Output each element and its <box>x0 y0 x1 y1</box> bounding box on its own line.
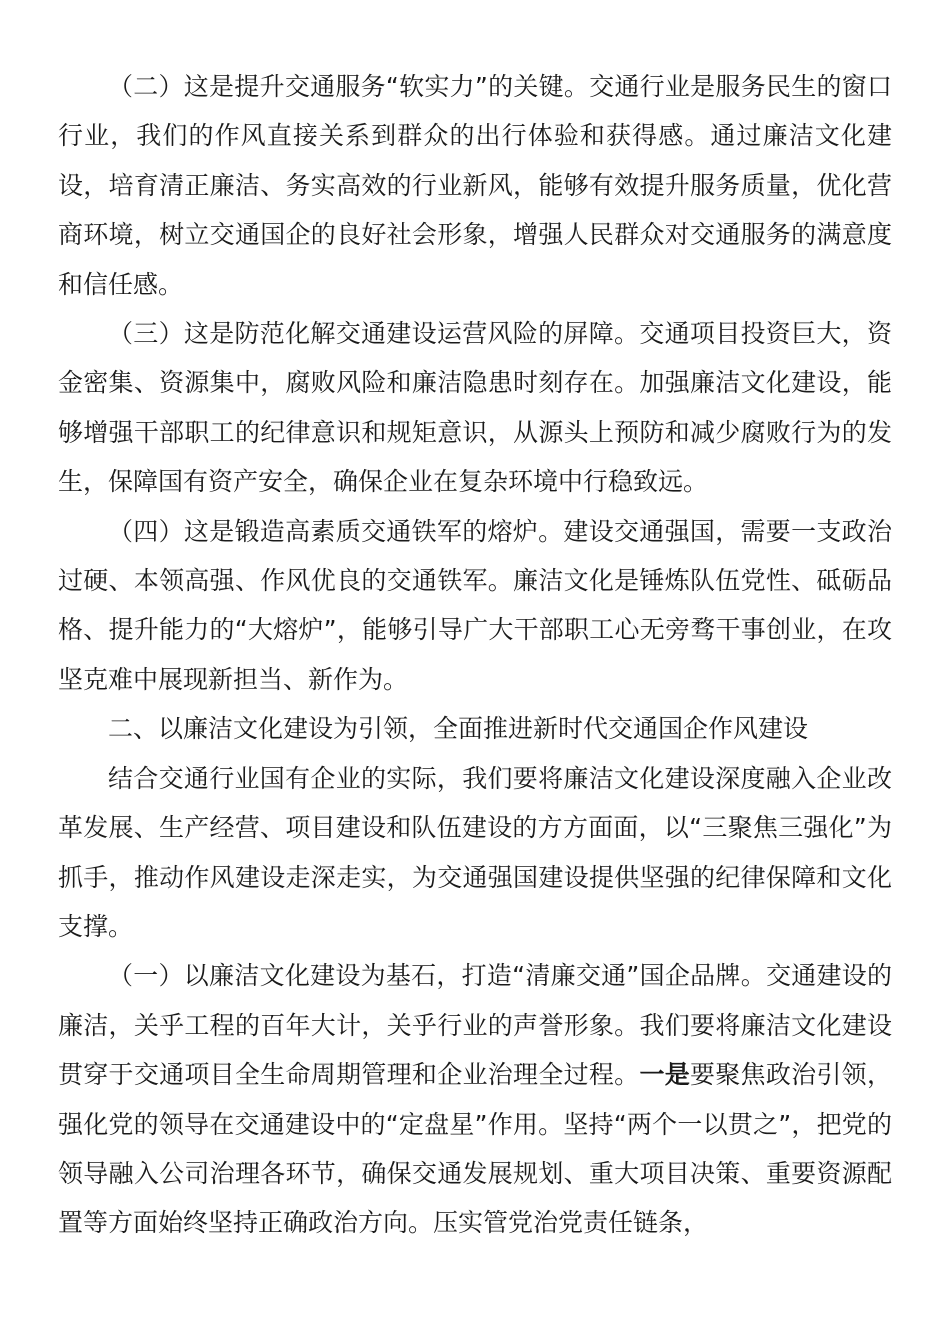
paragraph-section-intro: 结合交通行业国有企业的实际，我们要将廉洁文化建设深度融入企业改革发展、生产经营、项目建设和队伍建设的方方面面，以“三聚焦三强化”为抓手，推动作风建设走深走实，为交通强国建设提供坚强的纪律保障和文化支撑。 <box>58 763 892 941</box>
bold-marker-first: 一是 <box>639 1060 690 1090</box>
paragraph-risk-barrier: （三）这是防范化解交通建设运营风险的屏障。交通项目投资巨大，资金密集、资源集中，腐败风险和廉洁隐患时刻存在。加强廉洁文化建设，能够增强干部职工的纪律意识和规矩意识，从源头上预防和减少腐败行为的发生，保障国有资产安全，确保企业在复杂环境中行稳致远。 <box>58 319 892 497</box>
section-heading-two: 二、以廉洁文化建设为引领，全面推进新时代交通国企作风建设 <box>108 714 809 744</box>
paragraph-service-soft-power: （二）这是提升交通服务“软实力”的关键。交通行业是服务民生的窗口行业，我们的作风直接关系到群众的出行体验和获得感。通过廉洁文化建设，培育清正廉洁、务实高效的行业新风，能够有效提升服务质量，优化营商环境，树立交通国企的良好社会形象，增强人民群众对交通服务的满意度和信任感。 <box>58 72 892 299</box>
document-page <box>58 62 892 1248</box>
paragraph-text-after: 要聚焦政治引领，强化党的领导在交通建设中的“定盘星”作用。坚持“两个一以贯之”，把党的领导融入公司治理各环节，确保交通发展规划、重大项目决策、重要资源配置等方面始终坚持正确政治方向。压实管党治党责任链条， <box>58 1060 892 1238</box>
paragraph-clean-transport-brand <box>58 951 892 1247</box>
paragraph-iron-army: （四）这是锻造高素质交通铁军的熔炉。建设交通强国，需要一支政治过硬、本领高强、作风优良的交通铁军。廉洁文化是锤炼队伍党性、砥砺品格、提升能力的“大熔炉”，能够引导广大干部职工心无旁骛干事创业，在攻坚克难中展现新担当、新作为。 <box>58 516 892 694</box>
paragraph-text-before: （一）以廉洁文化建设为基石，打造“清廉交通”国企品牌。交通建设的廉洁，关乎工程的百年大计，关乎行业的声誉形象。我们要将廉洁文化建设贯穿于交通项目全生命周期管理和企业治理全过程。 <box>58 961 892 1090</box>
